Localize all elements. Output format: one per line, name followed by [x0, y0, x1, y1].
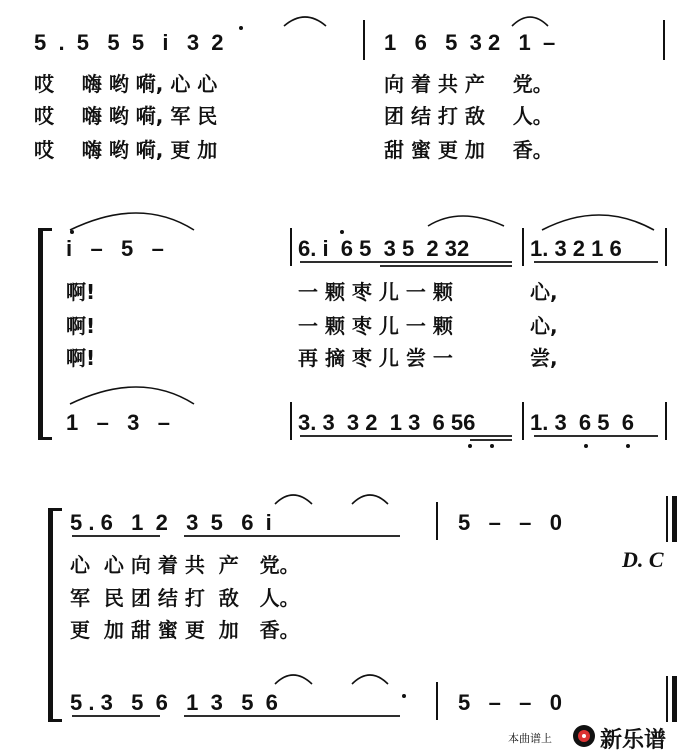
octave-dot: [340, 230, 344, 234]
lower-notes-b: 3. 3 3 2 1 3 6 56: [298, 410, 476, 435]
footer-caption: 本曲谱上: [508, 732, 552, 745]
octave-dot: [626, 444, 630, 448]
notes-measure-b: 1 6 5 3 2 1 –: [384, 30, 556, 55]
slur: [542, 215, 654, 230]
slur: [352, 495, 388, 504]
lower-notes-a: 1 – 3 –: [66, 410, 170, 435]
lyric-line-1: 心 心 向 着 共 产 党。: [70, 553, 300, 577]
brand-logo-text: 新乐谱: [600, 728, 667, 753]
lyric-line-1a: 啊!: [66, 280, 96, 304]
slur: [428, 216, 504, 226]
upper-notes-c: 1. 3 2 1 6: [530, 236, 622, 261]
lyric-line-3b: 再 摘 枣 儿 尝 一: [298, 346, 453, 370]
octave-dot: [584, 444, 588, 448]
lower-notes-a: 5 . 3 5 6 1 3 5 6: [70, 690, 278, 715]
lyric-line-2a: 啊!: [66, 314, 96, 338]
lyric-line-1b: 向 着 共 产 党。: [384, 72, 553, 96]
octave-dot: [239, 26, 243, 30]
slur: [512, 17, 548, 26]
lyric-line-3c: 尝,: [530, 346, 558, 370]
lyric-line-2c: 心,: [530, 314, 558, 338]
slur: [275, 495, 312, 504]
lyric-line-2: 军 民 团 结 打 敌 人。: [70, 586, 300, 610]
lyric-line-1c: 心,: [530, 280, 558, 304]
slur: [70, 387, 194, 404]
vinyl-record-icon: [572, 724, 596, 748]
lyric-line-2a: 哎 嗨 哟 嗬, 军 民: [34, 104, 218, 128]
lyric-line-3: 更 加 甜 蜜 更 加 香。: [70, 618, 300, 642]
lyric-line-1b: 一 颗 枣 儿 一 颗: [298, 280, 453, 304]
lyric-line-3b: 甜 蜜 更 加 香。: [384, 138, 553, 162]
octave-dot: [70, 230, 74, 234]
lower-notes-c: 1. 3 6 5 6: [530, 410, 634, 435]
lyric-line-2b: 一 颗 枣 儿 一 颗: [298, 314, 453, 338]
upper-notes-b: 5 – – 0: [458, 510, 562, 535]
octave-dot: [468, 444, 472, 448]
lyric-line-3a: 啊!: [66, 346, 96, 370]
octave-dot: [490, 444, 494, 448]
dc-mark: D. C: [622, 547, 664, 572]
lyric-line-3a: 哎 嗨 哟 嗬, 更 加: [34, 138, 218, 162]
lower-notes-b: 5 – – 0: [458, 690, 562, 715]
slur: [284, 17, 326, 26]
slur: [275, 675, 312, 684]
lyric-line-2b: 团 结 打 敌 人。: [384, 104, 553, 128]
notes-measure-a: 5 . 5 5 5 i 3 2: [34, 30, 224, 55]
lyric-line-1a: 哎 嗨 哟 嗬, 心 心: [34, 72, 218, 96]
upper-notes-a: i – 5 –: [66, 236, 164, 261]
upper-notes-a: 5 . 6 1 2 3 5 6 i: [70, 510, 272, 535]
slur: [70, 213, 194, 230]
octave-dot: [402, 694, 406, 698]
upper-notes-b: 6. i 6 5 3 5 2 32: [298, 236, 470, 261]
slur: [352, 675, 388, 684]
